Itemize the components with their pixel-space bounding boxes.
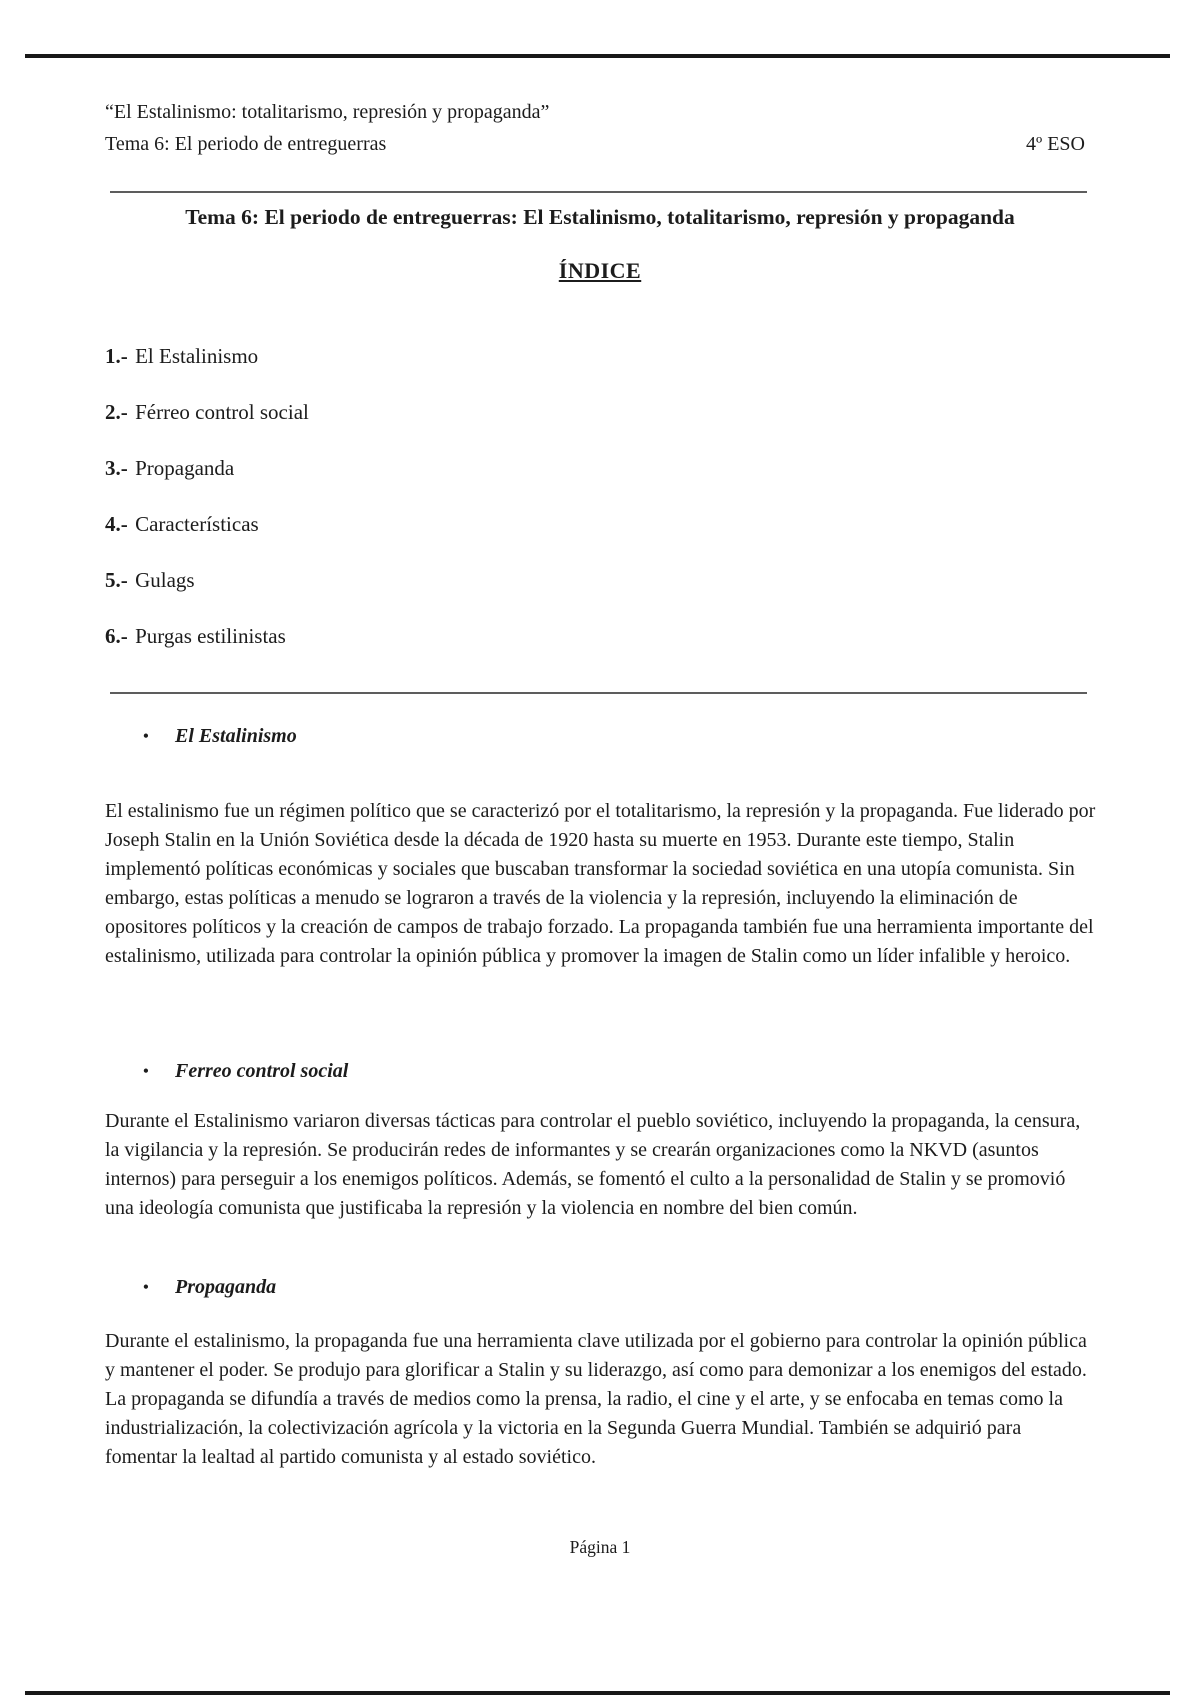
bullet-icon: • (142, 1061, 149, 1081)
bullet-icon: • (142, 1277, 149, 1297)
section-heading-label: Ferreo control social (175, 1060, 349, 1082)
section-body-control-social: Durante el Estalinismo variaron diversas tácticas para controlar el pueblo soviético, incluyendo la propaganda, la censura, la vigilancia y la represión. Se producirán redes de informantes y se crearán organizaciones como la NKVD (asuntos internos) para perseguir a los enemigos políticos. Además, se fomentó el culto a la personalidad de Stalin y se promovió una ideología comunista que justificaba la represión y la violencia en nombre del bien común. (105, 1110, 1081, 1219)
index-divider-rule (110, 692, 1087, 694)
index-item-label: El Estalinismo (135, 344, 259, 368)
section-body-propaganda: Durante el estalinismo, la propaganda fue una herramienta clave utilizada por el gobierno para controlar la opinión pública y mantener el poder. Se produjo para glorificar a Stalin y su liderazgo, así como para demonizar a los enemigos del estado. La propaganda se difundía a través de medios como la prensa, la radio, el cine y el arte, y se enfocaba en temas como la industrialización, la colectivización agrícola y la victoria en la Segunda Guerra Mundial. También se adquirió para fomentar la lealtad al partido comunista y al estado soviético. (105, 1330, 1087, 1468)
index-item-label: Características (135, 512, 259, 536)
top-border-rule (25, 54, 1170, 58)
header-topic-line (105, 128, 1085, 160)
page-number-footer: Página 1 (569, 1537, 631, 1557)
header-topic-text: Tema 6: El periodo de entreguerras (105, 133, 387, 155)
index-item-2 (105, 398, 1095, 426)
bottom-border-rule (25, 1691, 1170, 1695)
header-grade-label: 4º ESO (1026, 133, 1085, 155)
index-list (105, 342, 1095, 678)
header-divider-rule (110, 191, 1087, 193)
index-item-label: Férreo control social (135, 400, 309, 424)
index-item-3 (105, 454, 1095, 482)
index-item-6 (105, 622, 1095, 650)
index-item-label: Propaganda (135, 456, 235, 480)
index-item-number: 1.- (105, 344, 128, 368)
section-heading-control-social (105, 1060, 1095, 1083)
section-heading-propaganda (105, 1276, 1095, 1299)
index-item-4 (105, 510, 1095, 538)
section-body-estalinismo: El estalinismo fue un régimen político que se caracterizó por el totalitarismo, la represión y la propaganda. Fue liderado por Joseph Stalin en la Unión Soviética desde la década de 1920 hasta su muerte en 1953. Durante este tiempo, Stalin implementó políticas económicas y sociales que buscaban transformar la sociedad soviética en una utopía comunista. Sin embargo, estas políticas a menudo se lograron a través de la violencia y la represión, incluyendo la eliminación de opositores políticos y la creación de campos de trabajo forzado. La propaganda también fue una herramienta importante del estalinismo, utilizada para controlar la opinión pública y promover la imagen de Stalin como un líder infalible y heroico. (105, 800, 1096, 967)
index-item-number: 3.- (105, 456, 128, 480)
index-item-label: Gulags (135, 568, 195, 592)
section-heading-label: Propaganda (175, 1276, 277, 1298)
document-title: Tema 6: El periodo de entreguerras: El Estalinismo, totalitarismo, represión y propaganda (185, 205, 1015, 229)
section-heading-label: El Estalinismo (175, 725, 297, 747)
section-heading-estalinismo (105, 725, 1095, 748)
header-subject-line: “El Estalinismo: totalitarismo, represión y propaganda” (105, 101, 550, 123)
index-item-number: 4.- (105, 512, 128, 536)
page-header (105, 96, 1085, 160)
index-item-number: 2.- (105, 400, 128, 424)
index-item-1 (105, 342, 1095, 370)
index-item-label: Purgas estilinistas (135, 624, 286, 648)
index-item-5 (105, 566, 1095, 594)
index-item-number: 5.- (105, 568, 128, 592)
index-item-number: 6.- (105, 624, 128, 648)
bullet-icon: • (142, 726, 149, 746)
index-heading: ÍNDICE (558, 258, 642, 283)
